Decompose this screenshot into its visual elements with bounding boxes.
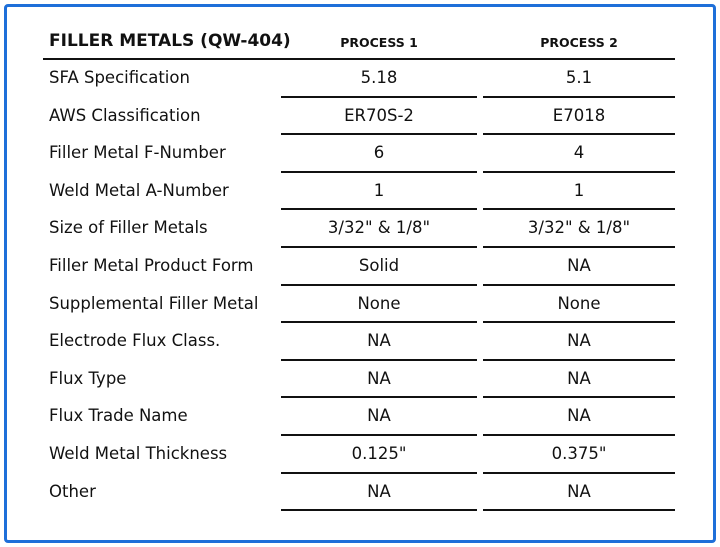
process-2-value: 4 — [573, 143, 585, 163]
row-label: Filler Metal Product Form — [49, 255, 254, 275]
table-body — [43, 60, 675, 511]
process-1-value: NA — [367, 406, 391, 426]
table-row — [43, 98, 675, 136]
row-label: SFA Specification — [49, 68, 190, 87]
process-2-value: NA — [567, 406, 591, 426]
row-label: Flux Type — [49, 368, 127, 388]
table-row — [43, 323, 675, 361]
column-header-process-2: PROCESS 2 — [540, 35, 618, 50]
table-row — [43, 210, 675, 248]
filler-metals-table — [43, 24, 675, 501]
process-2-underline — [483, 509, 675, 511]
row-label: Filler Metal F-Number — [49, 143, 226, 163]
table-row — [43, 248, 675, 286]
row-label: Weld Metal A-Number — [49, 180, 229, 200]
table-header — [43, 24, 675, 58]
table-row — [43, 398, 675, 436]
table-row — [43, 474, 675, 512]
process-2-value: NA — [567, 368, 591, 388]
column-header-process-1: PROCESS 1 — [340, 35, 418, 50]
table-row — [43, 135, 675, 173]
table-title: FILLER METALS (QW-404) — [49, 31, 291, 51]
process-2-value: 3/32" & 1/8" — [527, 218, 631, 238]
row-label: Size of Filler Metals — [49, 218, 208, 238]
process-2-value: None — [557, 293, 601, 313]
row-label: Electrode Flux Class. — [49, 331, 221, 351]
process-1-value: Solid — [358, 255, 400, 275]
process-2-value: NA — [567, 331, 591, 351]
process-1-value: None — [357, 293, 401, 313]
row-label: Supplemental Filler Metal — [49, 293, 259, 313]
row-label: Weld Metal Thickness — [49, 443, 228, 463]
process-2-value: E7018 — [552, 105, 606, 125]
table-row — [43, 286, 675, 324]
table-row — [43, 436, 675, 474]
process-1-value: ER70S-2 — [344, 105, 414, 125]
process-2-value: 0.375" — [551, 443, 607, 463]
table-row — [43, 173, 675, 211]
row-label: AWS Classification — [49, 105, 201, 125]
process-2-value: NA — [567, 481, 591, 501]
process-1-value: 0.125" — [351, 443, 407, 463]
process-1-value: 1 — [373, 180, 385, 200]
row-label: Other — [49, 481, 96, 501]
process-1-value: NA — [367, 481, 391, 501]
process-1-value: 3/32" & 1/8" — [327, 218, 431, 238]
process-1-value: NA — [367, 368, 391, 388]
process-1-value: NA — [367, 331, 391, 351]
process-1-underline — [281, 509, 477, 511]
process-1-value: 6 — [373, 143, 385, 163]
table-row — [43, 60, 675, 98]
process-1-value: 5.18 — [360, 68, 398, 87]
process-2-value: 5.1 — [565, 68, 593, 87]
process-2-value: 1 — [573, 180, 585, 200]
process-2-value: NA — [567, 255, 591, 275]
table-row — [43, 361, 675, 399]
row-label: Flux Trade Name — [49, 406, 188, 426]
